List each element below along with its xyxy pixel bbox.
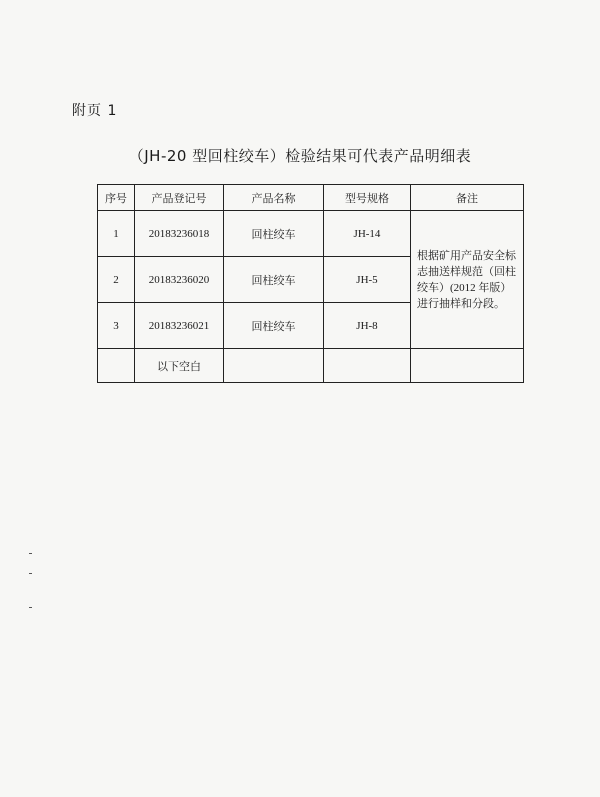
cell-remark: 根据矿用产品安全标志抽送样规范（回柱绞车）(2012 年版）进行抽样和分段。 [411,211,524,349]
cell-product-name: 回柱绞车 [224,257,324,303]
table-row [98,211,524,257]
header-model-spec: 型号规格 [324,185,411,211]
header-serial-no: 序号 [98,185,135,211]
cell-empty [411,349,524,383]
cell-model-spec: JH-5 [324,257,411,303]
product-detail-table [97,184,524,383]
cell-registration-no: 20183236018 [135,211,224,257]
table-row-blank [98,349,524,383]
cell-serial-no: 1 [98,211,135,257]
table-header-row [98,185,524,211]
cell-empty [98,349,135,383]
cell-registration-no: 20183236020 [135,257,224,303]
cell-registration-no: 20183236021 [135,303,224,349]
cell-empty [224,349,324,383]
scan-margin-mark [29,553,32,554]
cell-serial-no: 3 [98,303,135,349]
scan-margin-mark [29,573,32,574]
cell-serial-no: 2 [98,257,135,303]
cell-empty [324,349,411,383]
header-remark: 备注 [411,185,524,211]
cell-product-name: 回柱绞车 [224,211,324,257]
appendix-label: 附页 1 [72,103,118,119]
cell-product-name: 回柱绞车 [224,303,324,349]
table-title: （JH-20 型回柱绞车）检验结果可代表产品明细表 [128,147,472,165]
cell-blank-note: 以下空白 [135,349,224,383]
header-registration-no: 产品登记号 [135,185,224,211]
header-product-name: 产品名称 [224,185,324,211]
scan-margin-mark [29,607,32,608]
cell-model-spec: JH-8 [324,303,411,349]
cell-model-spec: JH-14 [324,211,411,257]
